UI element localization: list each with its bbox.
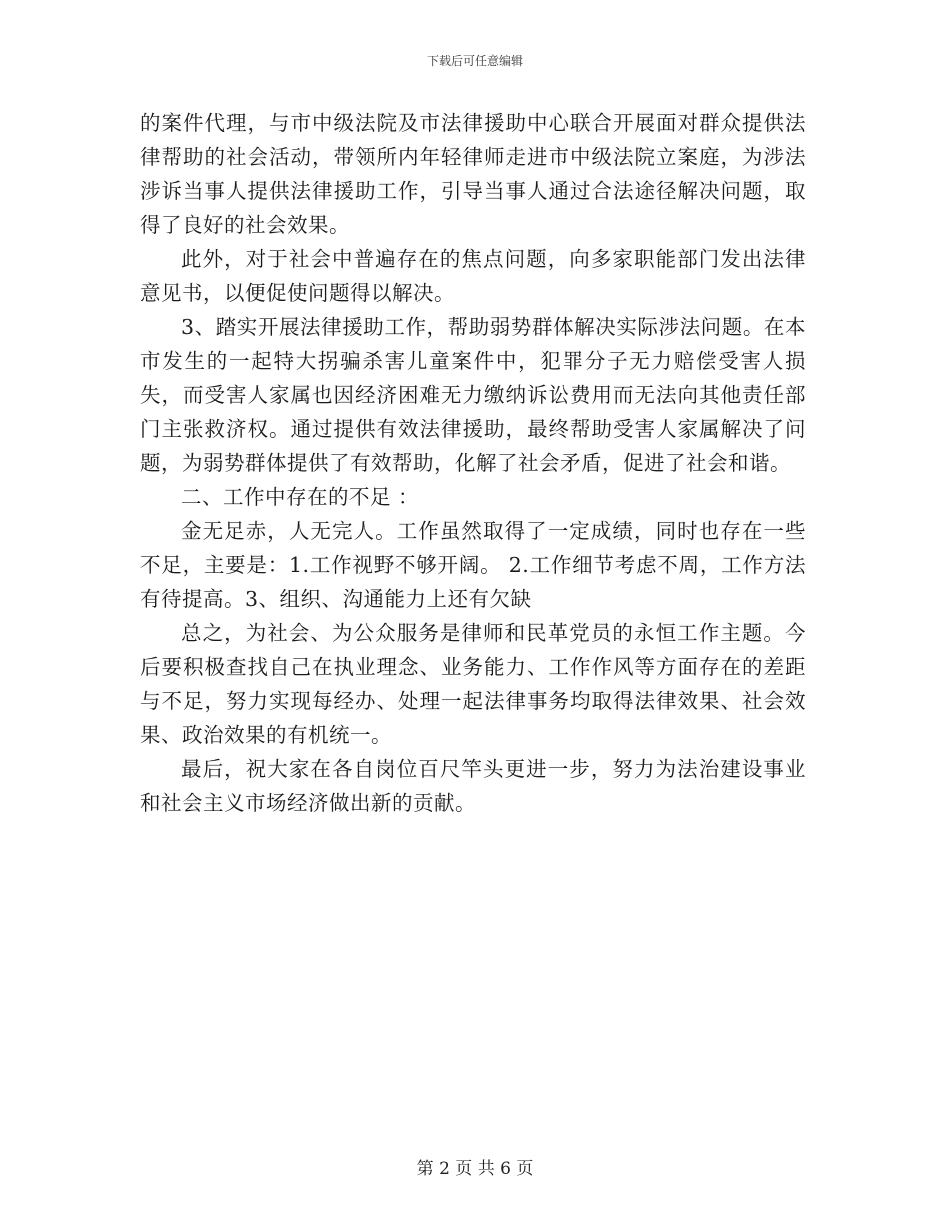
paragraph: 总之，为社会、为公众服务是律师和民革党员的永恒工作主题。今后要积极查找自己在执业理念、业务能力、工作作风等方面存在的差距与不足，努力实现每经办、处理一起法律事务均取得法律效果、社会效果、政治效果的有机统一。 [140,621,806,747]
paragraph-continuation: 的案件代理，与市中级法院及市法律援助中心联合开展面对群众提供法律帮助的社会活动，带领所内年轻律师走进市中级法院立案庭，为涉法涉诉当事人提供法律援助工作，引导当事人通过合法途径解决问题，取得了良好的社会效果。 [140,111,806,237]
paragraph: 3、踏实开展法律援助工作，帮助弱势群体解决实际涉法问题。在本市发生的一起特大拐骗杀害儿童案件中，犯罪分子无力赔偿受害人损失，而受害人家属也因经济困难无力缴纳诉讼费用而无法向其他责任部门主张救济权。通过提供有效法律援助，最终帮助受害人家属解决了问题，为弱势群体提供了有效帮助，化解了社会矛盾，促进了社会和谐。 [140,315,806,475]
document-body [140,106,806,820]
page-number: 第 2 页 共 6 页 [416,1159,534,1179]
page-header: 下载后可任意编辑 [426,54,523,68]
paragraph: 此外，对于社会中普遍存在的焦点问题，向多家职能部门发出法律意见书，以便促使问题得以解决。 [140,247,806,305]
paragraph: 金无足赤，人无完人。工作虽然取得了一定成绩，同时也存在一些不足，主要是：1.工作视野不够开阔。 2.工作细节考虑不周，工作方法有待提高。3、组织、沟通能力上还有欠缺 [140,519,806,611]
section-heading: 二、工作中存在的不足 ： [181,485,420,509]
paragraph: 最后，祝大家在各自岗位百尺竿头更进一步，努力为法治建设事业和社会主义市场经济做出新的贡献。 [140,757,806,815]
